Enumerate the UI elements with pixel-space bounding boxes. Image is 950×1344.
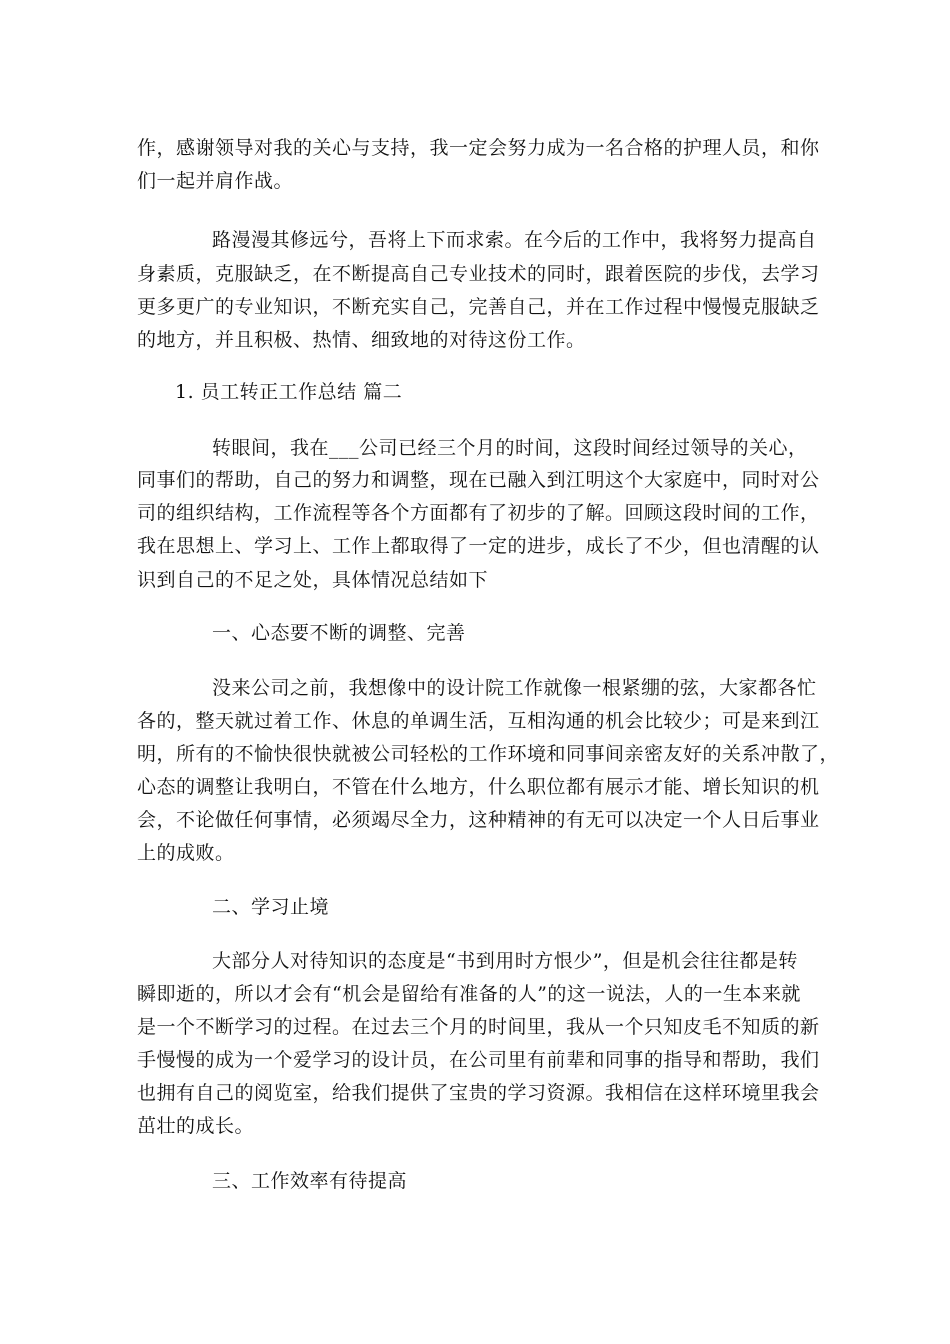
text-line: 茁壮的成长。 (137, 1115, 255, 1137)
text-line: 身素质，克服缺乏，在不断提高自己专业技术的同时，跟着医院的步伐，去学习 (137, 263, 820, 285)
section-heading: 一、心态要不断的调整、完善 (212, 622, 466, 644)
text-line: 没来公司之前，我想像中的设计院工作就像一根紧绷的弦，大家都各忙 (212, 677, 817, 699)
text-line: 各的，整天就过着工作、休息的单调生活，互相沟通的机会比较少；可是来到江 (137, 710, 820, 732)
text-line: 司的组织结构，工作流程等各个方面都有了初步的了解。回顾这段时间的工作， (137, 502, 820, 524)
text-line: 大部分人对待知识的态度是“书到用时方恨少”，但是机会往往都是转 (212, 950, 798, 972)
text-line: 我在思想上、学习上、工作上都取得了一定的进步，成长了不少，但也清醒的认 (137, 535, 820, 557)
text-line: 路漫漫其修远兮，吾将上下而求索。在今后的工作中，我将努力提高自 (212, 229, 817, 251)
text-line: 们一起并肩作战。 (137, 170, 294, 192)
section-heading: 1. 员工转正工作总结 篇二 (175, 381, 403, 403)
text-line: 心态的调整让我明白，不管在什么地方，什么职位都有展示才能、增长知识的机 (137, 776, 820, 798)
text-line: 也拥有自己的阅览室，给我们提供了宝贵的学习资源。我相信在这样环境里我会 (137, 1082, 820, 1104)
text-line: 更多更广的专业知识，不断充实自己，完善自己，并在工作过程中慢慢克服缺乏 (137, 296, 820, 318)
text-line: 的地方，并且积极、热情、细致地的对待这份工作。 (137, 329, 586, 351)
text-line: 会，不论做任何事情，必须竭尽全力，这种精神的有无可以决定一个人日后事业 (137, 809, 820, 831)
section-heading: 三、工作效率有待提高 (212, 1170, 408, 1192)
text-line: 上的成败。 (137, 842, 235, 864)
text-line: 明，所有的不愉快很快就被公司轻松的工作环境和同事间亲密友好的关系冲散了， (137, 743, 840, 765)
text-line: 手慢慢的成为一个爱学习的设计员，在公司里有前辈和同事的指导和帮助，我们 (137, 1049, 820, 1071)
text-line: 转眼间，我在___公司已经三个月的时间，这段时间经过领导的关心， (212, 437, 808, 459)
text-line: 同事们的帮助，自己的努力和调整，现在已融入到江明这个大家庭中，同时对公 (137, 469, 820, 491)
section-heading: 二、学习止境 (212, 896, 330, 918)
text-line: 瞬即逝的，所以才会有“机会是留给有准备的人”的这一说法，人的一生本来就 (137, 983, 801, 1005)
text-line: 是一个不断学习的过程。在过去三个月的时间里，我从一个只知皮毛不知质的新 (137, 1016, 820, 1038)
text-line: 作，感谢领导对我的关心与支持，我一定会努力成为一名合格的护理人员，和你 (137, 137, 820, 159)
text-line: 识到自己的不足之处，具体情况总结如下 (137, 569, 489, 591)
